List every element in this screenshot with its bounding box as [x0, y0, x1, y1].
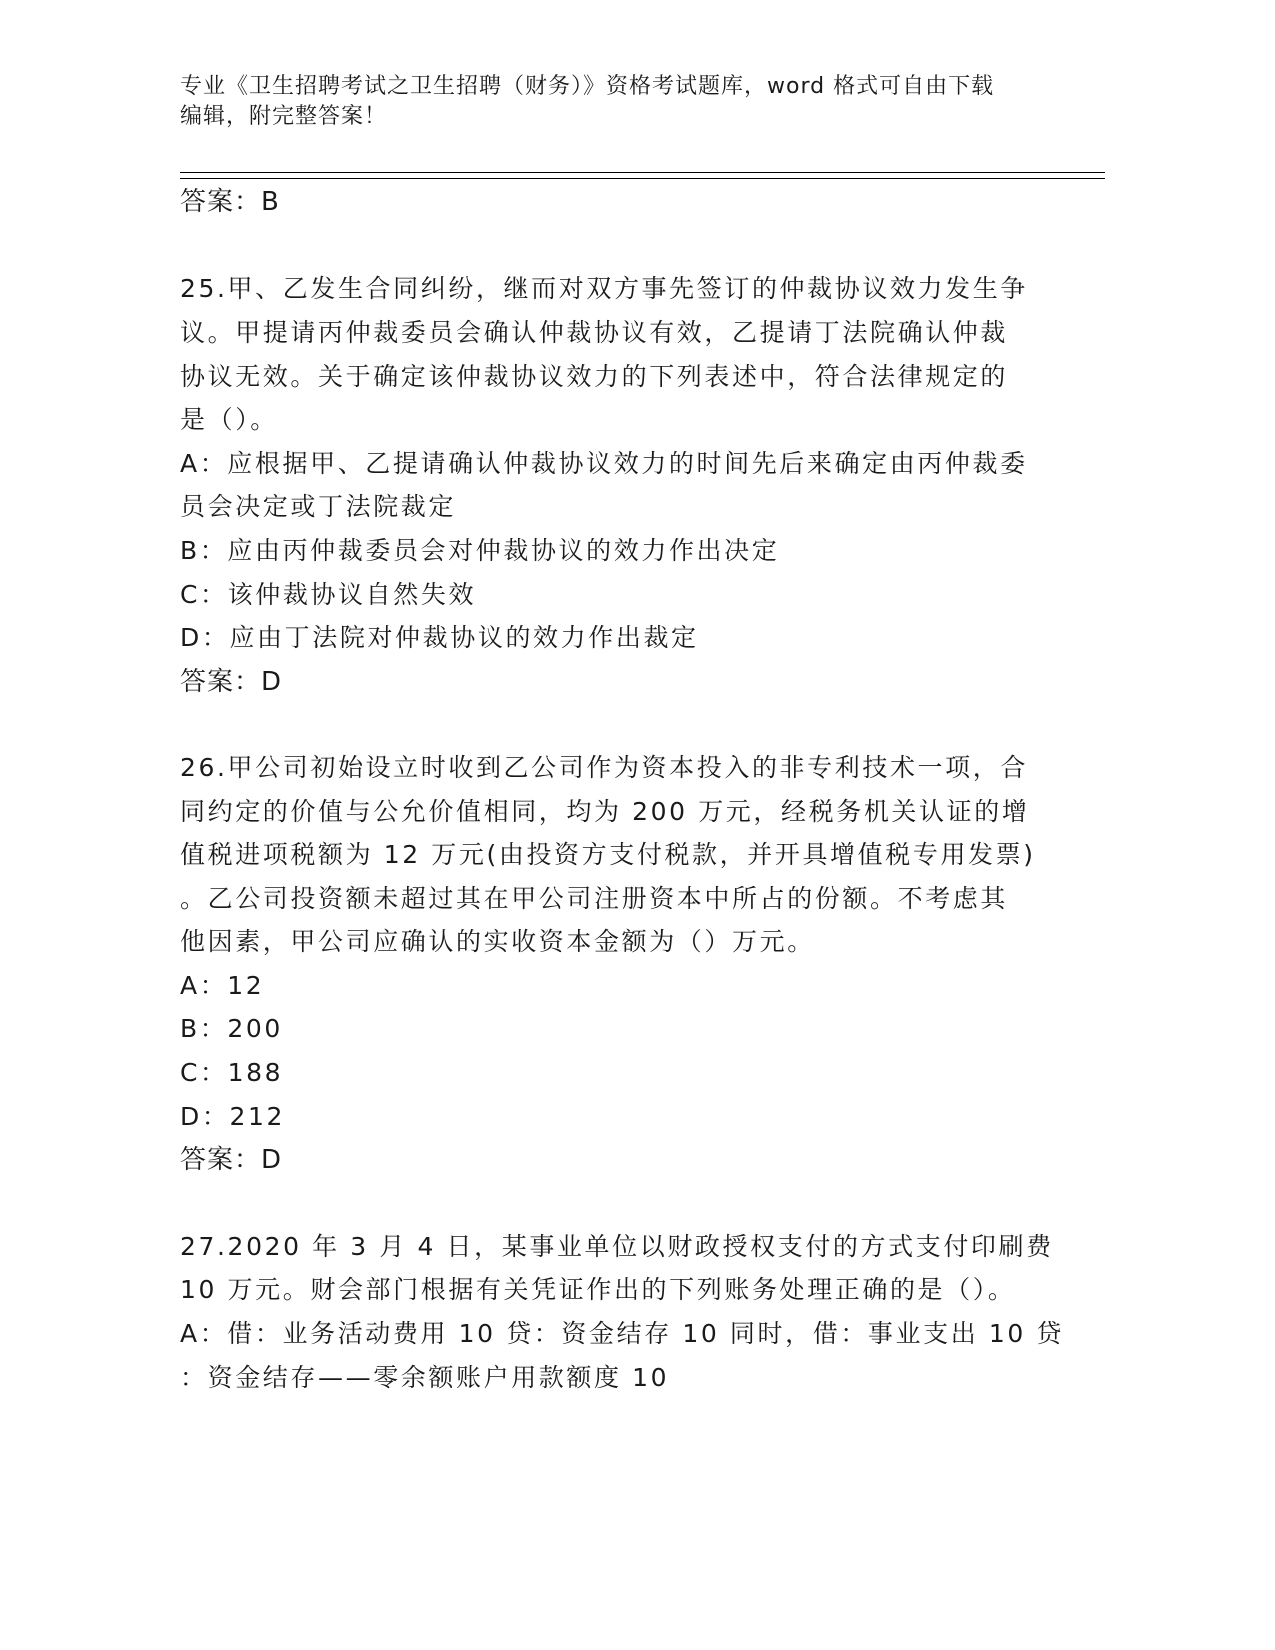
question-25-option-d: D：应由丁法院对仲裁协议的效力作出裁定 [180, 623, 699, 652]
question-25-stem-line: 25.甲、乙发生合同纠纷，继而对双方事先签订的仲裁协议效力发生争 [180, 274, 1028, 303]
question-27-option-a-cont: ：资金结存——零余额账户用款额度 10 [180, 1363, 670, 1392]
question-25-stem-line: 协议无效。关于确定该仲裁协议效力的下列表述中，符合法律规定的 [180, 362, 1009, 391]
question-25-option-a-cont: 员会决定或丁法院裁定 [180, 492, 457, 521]
question-26-option-b: B：200 [180, 1014, 283, 1043]
header-line-2: 编辑，附完整答案！ [180, 104, 388, 129]
question-26-option-d: D：212 [180, 1102, 285, 1131]
question-27-stem-line: 27.2020 年 3 月 4 日，某事业单位以财政授权支付的方式支付印刷费 [180, 1232, 1054, 1261]
previous-answer: 答案：B [180, 187, 280, 217]
question-26-stem-line: 同约定的价值与公允价值相同，均为 200 万元，经税务机关认证的增 [180, 797, 1030, 826]
question-26-stem-line: 他因素，甲公司应确认的实收资本金额为（）万元。 [180, 927, 815, 956]
question-26-option-a: A：12 [180, 971, 265, 1000]
question-25-option-a: A：应根据甲、乙提请确认仲裁协议效力的时间先后来确定由丙仲裁委 [180, 449, 1028, 478]
header-divider-top [180, 172, 1105, 173]
question-26-stem-line: 值税进项税额为 12 万元(由投资方支付税款，并开具增值税专用发票) [180, 840, 1036, 869]
question-26-option-c: C：188 [180, 1058, 284, 1087]
question-26-answer: 答案：D [180, 1145, 283, 1175]
question-26-stem-line: 。乙公司投资额未超过其在甲公司注册资本中所占的份额。不考虑其 [180, 884, 1009, 913]
question-25-option-c: C：该仲裁协议自然失效 [180, 580, 477, 609]
question-25-stem-line: 是（）。 [180, 405, 278, 434]
question-25-option-b: B：应由丙仲裁委员会对仲裁协议的效力作出决定 [180, 536, 780, 565]
question-27-stem-line: 10 万元。财会部门根据有关凭证作出的下列账务处理正确的是（）。 [180, 1275, 1016, 1304]
question-25-answer: 答案：D [180, 667, 283, 697]
header-divider-bottom [180, 178, 1105, 179]
header-line-1: 专业《卫生招聘考试之卫生招聘（财务）》资格考试题库，word 格式可自由下载 [180, 74, 995, 99]
question-27-option-a: A：借：业务活动费用 10 贷：资金结存 10 同时，借：事业支出 10 贷 [180, 1319, 1065, 1348]
document-header [180, 72, 1040, 132]
question-26-stem-line: 26.甲公司初始设立时收到乙公司作为资本投入的非专利技术一项，合 [180, 753, 1028, 782]
question-25-stem-line: 议。甲提请丙仲裁委员会确认仲裁协议有效，乙提请丁法院确认仲裁 [180, 318, 1009, 347]
